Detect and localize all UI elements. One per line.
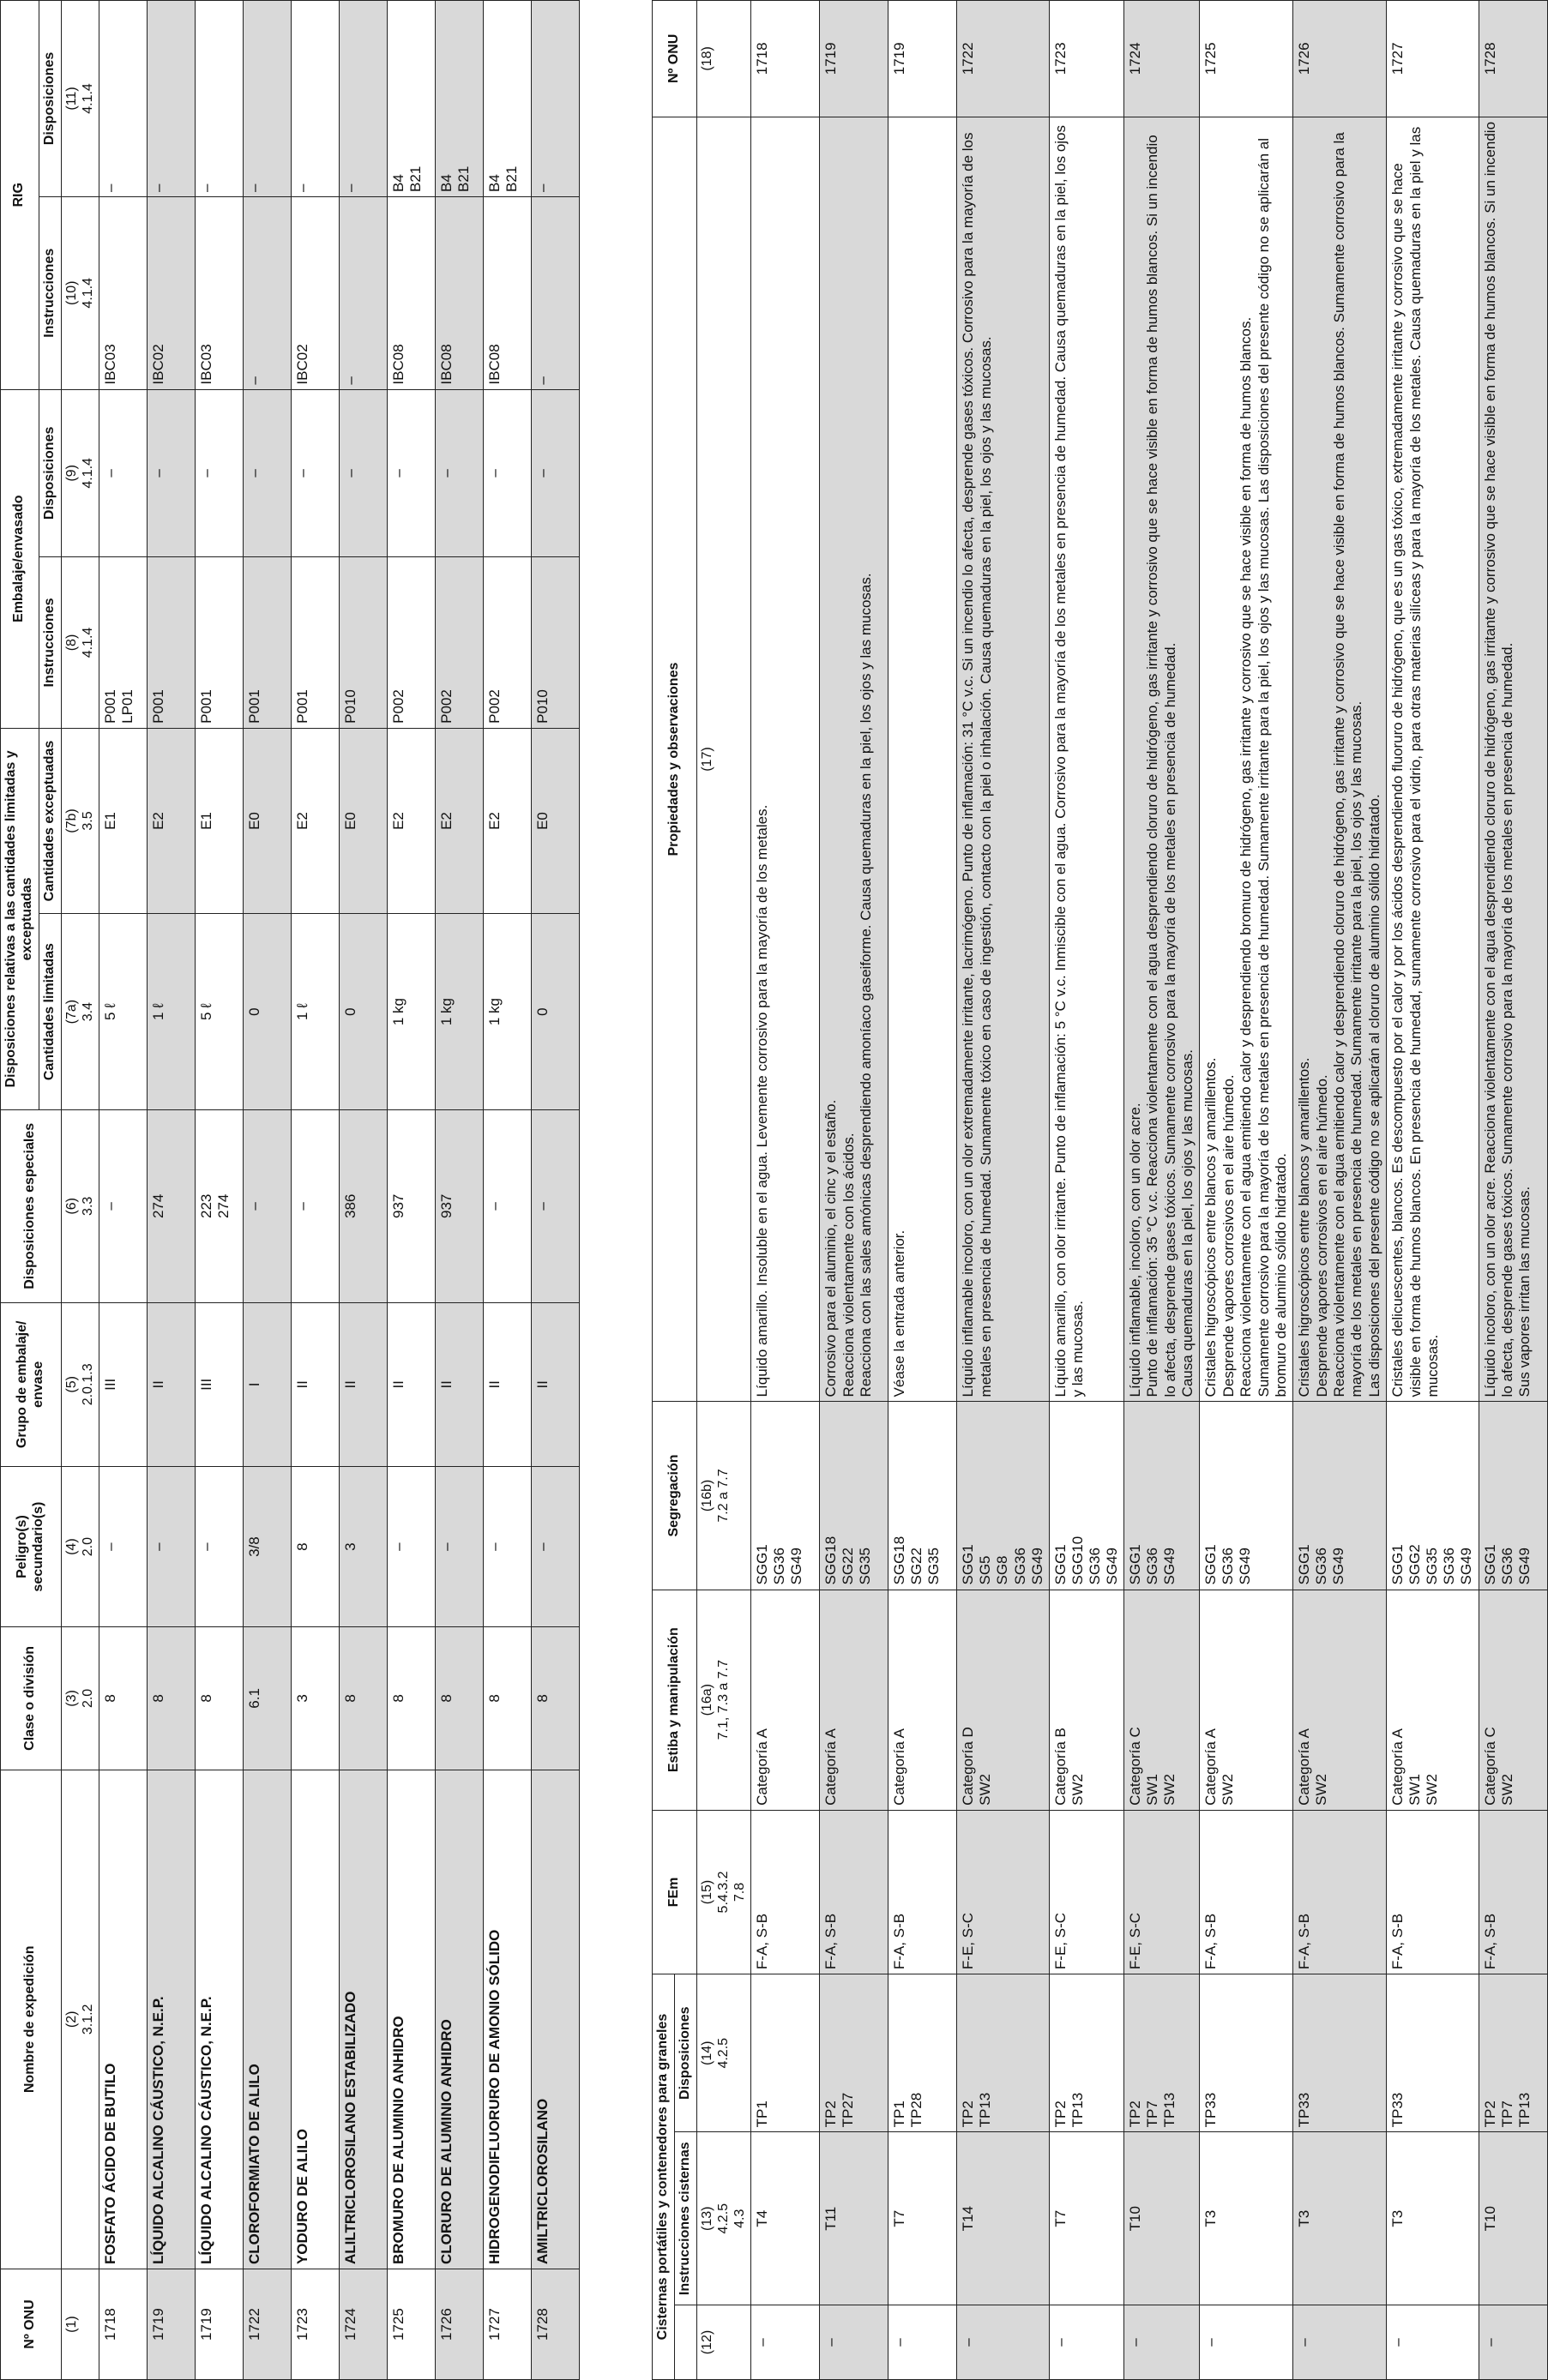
properties-cell: Líquido amarillo, con olor irritante. Punto de inflamación: 5 °C v.c. Inmiscible con el agua. Corrosivo para la mayoría de los metales en presencia de humedad. Causa quemaduras en la piel, los ojos y las mucosas. <box>1049 117 1123 1402</box>
un-cell: 1727 <box>1387 1 1479 117</box>
subrisk-cell: – <box>484 1467 532 1627</box>
colnum: (17) <box>696 117 751 1402</box>
limited-quantity-cell: 1 kg <box>388 914 436 1110</box>
packing-provision-cell: – <box>340 389 388 557</box>
properties-cell: Líquido amarillo. Insoluble en el agua. Levemente corrosivo para la mayoría de los metales. <box>751 117 820 1402</box>
packing-instruction-cell: P001 <box>244 557 292 729</box>
header-tank-prov: Disposiciones <box>674 1974 696 2132</box>
packing-instruction-cell: P002 <box>436 557 484 729</box>
packing-instruction-cell: P002 <box>388 557 436 729</box>
colnum: (7a) 3.4 <box>61 914 99 1110</box>
packing-group-cell: III <box>196 1302 244 1466</box>
tank-provision-cell: TP2 TP13 <box>1049 1974 1123 2132</box>
ems-cell: F-A, S-B <box>820 1810 888 1974</box>
header-packing-group: Grupo de embalaje/ envase <box>1 1302 62 1466</box>
stowage-cell: Categoría A SW1 SW2 <box>1387 1590 1479 1810</box>
stowage-cell: Categoría A <box>888 1590 957 1810</box>
excepted-quantity-cell: E2 <box>436 728 484 913</box>
un-cell: 1725 <box>1200 1 1293 117</box>
packing-group-cell: I <box>244 1302 292 1466</box>
header-row-1 <box>1 1 39 2380</box>
packing-group-cell: II <box>292 1302 340 1466</box>
class-cell: 8 <box>532 1627 580 1770</box>
colnum: (15) 5.4.3.2 7.8 <box>696 1810 751 1974</box>
ems-cell: F-E, S-C <box>1049 1810 1123 1974</box>
col12-cell: – <box>1387 2305 1479 2380</box>
packing-provision-cell: – <box>148 389 196 557</box>
tank-provision-cell: TP33 <box>1387 1974 1479 2132</box>
un-cell: 1719 <box>888 1 957 117</box>
packing-provision-cell: – <box>532 389 580 557</box>
table-row <box>1123 1 1200 2380</box>
colnum: (8) 4.1.4 <box>61 557 99 729</box>
tank-provision-cell: TP33 <box>1293 1974 1387 2132</box>
header-tank-group: Cisternas portátiles y contenedores para graneles <box>653 1974 675 2380</box>
dangerous-goods-table-right <box>652 0 1548 2380</box>
tank-provision-cell: TP2 TP27 <box>820 1974 888 2132</box>
un-cell: 1722 <box>244 2269 292 2380</box>
table-row <box>1479 1 1547 2380</box>
header-ibc-group: RIG <box>1 1 39 390</box>
packing-provision-cell: – <box>99 389 148 557</box>
packing-instruction-cell: P010 <box>340 557 388 729</box>
table-row <box>1049 1 1123 2380</box>
subrisk-cell: 3/8 <box>244 1467 292 1627</box>
ems-cell: F-A, S-B <box>1479 1810 1547 1974</box>
special-provisions-cell: 223 274 <box>196 1110 244 1303</box>
shipping-name-cell: YODURO DE ALILO <box>292 1770 340 2269</box>
segregation-cell: SGG18 SG22 SG35 <box>888 1402 957 1590</box>
un-cell: 1724 <box>1123 1 1200 117</box>
header-limited: Cantidades limitadas <box>39 914 61 1110</box>
colnum: (14) 4.2.5 <box>696 1974 751 2132</box>
header-un: Nº ONU <box>1 2269 62 2380</box>
table-row <box>388 1 436 2380</box>
packing-group-cell: II <box>484 1302 532 1466</box>
segregation-cell: SGG1 SG36 SG49 <box>1293 1402 1387 1590</box>
col12-cell: – <box>1123 2305 1200 2380</box>
class-cell: 8 <box>148 1627 196 1770</box>
tank-instruction-cell: T3 <box>1293 2132 1387 2305</box>
limited-quantity-cell: 5 ℓ <box>99 914 148 1110</box>
packing-provision-cell: – <box>436 389 484 557</box>
packing-group-cell: II <box>532 1302 580 1466</box>
header-pack-instr: Instrucciones <box>39 557 61 729</box>
ibc-instruction-cell: IBC08 <box>436 196 484 389</box>
colnum: (16b) 7.2 a 7.7 <box>696 1402 751 1590</box>
ems-cell: F-A, S-B <box>888 1810 957 1974</box>
tank-provision-cell: TP2 TP7 TP13 <box>1479 1974 1547 2132</box>
properties-cell: Cristales delicuescentes, blancos. Es descompuesto por el calor y por los ácidos desprendiendo fluoruro de hidrógeno, que es un gas tóxico, extremadamente irritante y corrosivo que se hace visible en forma de humos blancos. En presencia de humedad, sumamente corrosivo para el vidrio, para otras materias silíceas y para la mayoría de los metales. Causa quemaduras en la piel y las mucosas. <box>1387 117 1479 1402</box>
special-provisions-cell: 386 <box>340 1110 388 1303</box>
header-properties: Propiedades y observaciones <box>653 117 697 1402</box>
header-ibc-instr: Instrucciones <box>39 196 61 389</box>
ibc-instruction-cell: – <box>340 196 388 389</box>
special-provisions-cell: 274 <box>148 1110 196 1303</box>
stowage-cell: Categoría A <box>820 1590 888 1810</box>
stowage-cell: Categoría A SW2 <box>1200 1590 1293 1810</box>
col12-cell: – <box>1293 2305 1387 2380</box>
un-cell: 1727 <box>484 2269 532 2380</box>
table-row <box>888 1 957 2380</box>
un-cell: 1726 <box>436 2269 484 2380</box>
stowage-cell: Categoría A <box>751 1590 820 1810</box>
packing-provision-cell: – <box>292 389 340 557</box>
packing-instruction-cell: P001 <box>292 557 340 729</box>
ems-cell: F-A, S-B <box>1293 1810 1387 1974</box>
tank-instruction-cell: T3 <box>1387 2132 1479 2305</box>
shipping-name-cell: ALILTRICLOROSILANO ESTABILIZADO <box>340 1770 388 2269</box>
ibc-instruction-cell: IBC08 <box>388 196 436 389</box>
tank-provision-cell: TP1 <box>751 1974 820 2132</box>
ems-cell: F-E, S-C <box>1123 1810 1200 1974</box>
un-cell: 1719 <box>148 2269 196 2380</box>
properties-cell: Cristales higroscópicos entre blancos y amarillentos. Desprende vapores corrosivos en el aire húmedo. Reacciona violentamente con el agua emitiendo calor y desprendiendo cloruro de hidrógeno, gas irritante y corrosivo que se hace visible en forma de humos blancos. Sumamente corrosivo para la mayoría de los metales en presencia de humedad. Sumamente irritante para la piel, los ojos y las mucosas. Las disposiciones del presente código no se aplicarán al cloruro de aluminio sólido hidratado. <box>1293 117 1387 1402</box>
subrisk-cell: – <box>99 1467 148 1627</box>
segregation-cell: SGG1 SG36 SG49 <box>751 1402 820 1590</box>
column-number-row <box>696 1 751 2380</box>
col12-cell: – <box>888 2305 957 2380</box>
subrisk-cell: 3 <box>340 1467 388 1627</box>
stowage-cell: Categoría C SW2 <box>1479 1590 1547 1810</box>
colnum: (6) 3.3 <box>61 1110 99 1303</box>
properties-cell: Líquido incoloro, con un olor acre. Reacciona violentamente con el agua desprendiendo cloruro de hidrógeno, gas irritante y corrosivo que se hace visible en forma de humos blancos. Si un incendio lo afecta, desprende gases tóxicos. Sumamente corrosivo para la mayoría de los metales en presencia de humedad. Sus vapores irritan las mucosas. <box>1479 117 1547 1402</box>
properties-cell: Véase la entrada anterior. <box>888 117 957 1402</box>
stowage-cell: Categoría C SW1 SW2 <box>1123 1590 1200 1810</box>
excepted-quantity-cell: E1 <box>196 728 244 913</box>
packing-instruction-cell: P001 LP01 <box>99 557 148 729</box>
stowage-cell: Categoría D SW2 <box>957 1590 1049 1810</box>
un-cell: 1728 <box>1479 1 1547 117</box>
col12-cell: – <box>1200 2305 1293 2380</box>
dangerous-goods-table-left <box>0 0 580 2380</box>
ibc-provision-cell: – <box>99 1 148 197</box>
tank-instruction-cell: T10 <box>1479 2132 1547 2305</box>
header-packing-group-block: Embalaje/envasado <box>1 389 39 728</box>
packing-group-cell: II <box>148 1302 196 1466</box>
ibc-instruction-cell: – <box>244 196 292 389</box>
tank-instruction-cell: T10 <box>1123 2132 1200 2305</box>
shipping-name-cell: BROMURO DE ALUMINIO ANHIDRO <box>388 1770 436 2269</box>
tank-instruction-cell: T3 <box>1200 2132 1293 2305</box>
colnum: (11) 4.1.4 <box>61 1 99 197</box>
ibc-instruction-cell: IBC03 <box>196 196 244 389</box>
subrisk-cell: – <box>532 1467 580 1627</box>
table-row <box>484 1 532 2380</box>
ibc-provision-cell: – <box>292 1 340 197</box>
packing-provision-cell: – <box>388 389 436 557</box>
packing-group-cell: II <box>340 1302 388 1466</box>
table-row <box>436 1 484 2380</box>
table-row <box>99 1 148 2380</box>
excepted-quantity-cell: E0 <box>244 728 292 913</box>
class-cell: 8 <box>340 1627 388 1770</box>
colnum: (16a) 7.1, 7.3 a 7.7 <box>696 1590 751 1810</box>
colnum: (10) 4.1.4 <box>61 196 99 389</box>
segregation-cell: SGG1 SG36 SG49 <box>1123 1402 1200 1590</box>
shipping-name-cell: CLORURO DE ALUMINIO ANHIDRO <box>436 1770 484 2269</box>
excepted-quantity-cell: E2 <box>388 728 436 913</box>
header-pack-prov: Disposiciones <box>39 389 61 557</box>
packing-provision-cell: – <box>244 389 292 557</box>
class-cell: 8 <box>196 1627 244 1770</box>
ibc-provision-cell: B4 B21 <box>388 1 436 197</box>
colnum: (1) <box>61 2269 99 2380</box>
colnum: (5) 2.0.1.3 <box>61 1302 99 1466</box>
ibc-instruction-cell: IBC02 <box>292 196 340 389</box>
excepted-quantity-cell: E0 <box>340 728 388 913</box>
ibc-instruction-cell: IBC03 <box>99 196 148 389</box>
un-cell: 1724 <box>340 2269 388 2380</box>
properties-cell: Cristales higroscópicos entre blancos y amarillentos. Desprende vapores corrosivos en el aire húmedo. Reacciona violentamente con el agua emitiendo calor y desprendiendo bromuro de hidrógeno, gas irritante y corrosivo que se hace visible en forma de humos blancos. Sumamente corrosivo para la mayoría de los metales en presencia de humedad. Sumamente irritante para la piel, los ojos y las mucosas. Las disposiciones del presente código no se aplicarán al bromuro de aluminio sólido hidratado. <box>1200 117 1293 1402</box>
class-cell: 3 <box>292 1627 340 1770</box>
stowage-cell: Categoría A SW2 <box>1293 1590 1387 1810</box>
segregation-cell: SGG1 SGG10 SG36 SG49 <box>1049 1402 1123 1590</box>
ibc-provision-cell: – <box>340 1 388 197</box>
un-cell: 1722 <box>957 1 1049 117</box>
ems-cell: F-E, S-C <box>957 1810 1049 1974</box>
tank-provision-cell: TP2 TP7 TP13 <box>1123 1974 1200 2132</box>
subrisk-cell: – <box>148 1467 196 1627</box>
subrisk-cell: 8 <box>292 1467 340 1627</box>
header-segregation: Segregación <box>653 1402 697 1590</box>
colnum: (7b) 3.5 <box>61 728 99 913</box>
segregation-cell: SGG1 SGG2 SG35 SG36 SG49 <box>1387 1402 1479 1590</box>
limited-quantity-cell: 1 ℓ <box>292 914 340 1110</box>
segregation-cell: SGG1 SG5 SG8 SG36 SG49 <box>957 1402 1049 1590</box>
class-cell: 8 <box>484 1627 532 1770</box>
header-class: Clase o división <box>1 1627 62 1770</box>
ems-cell: F-A, S-B <box>751 1810 820 1974</box>
tank-provision-cell: TP33 <box>1200 1974 1293 2132</box>
header-special-provisions: Disposiciones especiales <box>1 1110 62 1303</box>
table-row <box>1293 1 1387 2380</box>
table-row <box>1387 1 1479 2380</box>
colnum: (13) 4.2.5 4.3 <box>696 2132 751 2305</box>
un-cell: 1719 <box>196 2269 244 2380</box>
shipping-name-cell: LÍQUIDO ALCALINO CÁUSTICO, N.E.P. <box>148 1770 196 2269</box>
class-cell: 6.1 <box>244 1627 292 1770</box>
column-number-row <box>61 1 99 2380</box>
shipping-name-cell: FOSFATO ÁCIDO DE BUTILO <box>99 1770 148 2269</box>
header-name: Nombre de expedición <box>1 1770 62 2269</box>
colnum: (9) 4.1.4 <box>61 389 99 557</box>
table-row <box>957 1 1049 2380</box>
segregation-cell: SGG18 SG22 SG35 <box>820 1402 888 1590</box>
packing-instruction-cell: P010 <box>532 557 580 729</box>
table-row <box>196 1 244 2380</box>
stowage-cell: Categoría B SW2 <box>1049 1590 1123 1810</box>
table-row <box>148 1 196 2380</box>
table-row <box>292 1 340 2380</box>
header-row-1 <box>653 1 675 2380</box>
ibc-provision-cell: – <box>532 1 580 197</box>
un-cell: 1728 <box>532 2269 580 2380</box>
packing-instruction-cell: P001 <box>196 557 244 729</box>
header-subrisk: Peligro(s) secundario(s) <box>1 1467 62 1627</box>
col12-cell: – <box>820 2305 888 2380</box>
tank-instruction-cell: T7 <box>1049 2132 1123 2305</box>
header-ibc-prov: Disposiciones <box>39 1 61 197</box>
ibc-instruction-cell: – <box>532 196 580 389</box>
un-cell: 1723 <box>292 2269 340 2380</box>
special-provisions-cell: 937 <box>388 1110 436 1303</box>
ibc-provision-cell: – <box>148 1 196 197</box>
col12-cell: – <box>751 2305 820 2380</box>
special-provisions-cell: – <box>99 1110 148 1303</box>
class-cell: 8 <box>99 1627 148 1770</box>
tank-instruction-cell: T14 <box>957 2132 1049 2305</box>
subrisk-cell: – <box>196 1467 244 1627</box>
left-page <box>0 0 652 2380</box>
segregation-cell: SGG1 SG36 SG49 <box>1200 1402 1293 1590</box>
tank-instruction-cell: T7 <box>888 2132 957 2305</box>
un-cell: 1726 <box>1293 1 1387 117</box>
tank-instruction-cell: T4 <box>751 2132 820 2305</box>
special-provisions-cell: – <box>532 1110 580 1303</box>
table-row <box>1200 1 1293 2380</box>
ems-cell: F-A, S-B <box>1387 1810 1479 1974</box>
table-row <box>244 1 292 2380</box>
properties-cell: Corrosivo para el aluminio, el cinc y el estaño. Reacciona violentamente con los ácidos. Reacciona con las sales amónicas desprendiendo amoníaco gaseiforme. Causa quemaduras en la piel, los ojos y las mucosas. <box>820 117 888 1402</box>
shipping-name-cell: HIDROGENODIFLUORURO DE AMONIO SÓLIDO <box>484 1770 532 2269</box>
shipping-name-cell: LÍQUIDO ALCALINO CÁUSTICO, N.E.P. <box>196 1770 244 2269</box>
header-ems: FEm <box>653 1810 697 1974</box>
tank-provision-cell: TP2 TP13 <box>957 1974 1049 2132</box>
limited-quantity-cell: 0 <box>532 914 580 1110</box>
excepted-quantity-cell: E0 <box>532 728 580 913</box>
limited-quantity-cell: 0 <box>340 914 388 1110</box>
header-limited-quantities-group: Disposiciones relativas a las cantidades limitadas y exceptuadas <box>1 728 39 1109</box>
shipping-name-cell: CLOROFORMIATO DE ALILO <box>244 1770 292 2269</box>
packing-group-cell: II <box>436 1302 484 1466</box>
table-row <box>340 1 388 2380</box>
ems-cell: F-A, S-B <box>1200 1810 1293 1974</box>
un-cell: 1723 <box>1049 1 1123 117</box>
ibc-instruction-cell: IBC02 <box>148 196 196 389</box>
packing-group-cell: III <box>99 1302 148 1466</box>
tank-instruction-cell: T11 <box>820 2132 888 2305</box>
limited-quantity-cell: 1 kg <box>436 914 484 1110</box>
colnum: (4) 2.0 <box>61 1467 99 1627</box>
packing-provision-cell: – <box>484 389 532 557</box>
limited-quantity-cell: 0 <box>244 914 292 1110</box>
excepted-quantity-cell: E1 <box>99 728 148 913</box>
header-tank-instr: Instrucciones cisternas <box>674 2132 696 2305</box>
colnum: (18) <box>696 1 751 117</box>
class-cell: 8 <box>436 1627 484 1770</box>
col12-cell: – <box>1049 2305 1123 2380</box>
segregation-cell: SGG1 SG36 SG49 <box>1479 1402 1547 1590</box>
properties-cell: Líquido inflamable, incoloro, con un olor acre. Punto de inflamación: 35 °C v.c. Reacciona violentamente con el agua desprendiendo cloruro de hidrógeno, gas irritante y corrosivo que se hace visible en forma de humos blancos. Si un incendio lo afecta, desprende gases tóxicos. Sumamente corrosivo para la mayoría de los metales en presencia de humedad. Causa quemaduras en la piel, los ojos y las mucosas. <box>1123 117 1200 1402</box>
subrisk-cell: – <box>436 1467 484 1627</box>
packing-instruction-cell: P001 <box>148 557 196 729</box>
colnum: (3) 2.0 <box>61 1627 99 1770</box>
packing-provision-cell: – <box>196 389 244 557</box>
ibc-provision-cell: B4 B21 <box>484 1 532 197</box>
special-provisions-cell: – <box>244 1110 292 1303</box>
special-provisions-cell: – <box>292 1110 340 1303</box>
header-stowage: Estiba y manipulación <box>653 1590 697 1810</box>
ibc-provision-cell: – <box>196 1 244 197</box>
table-row <box>532 1 580 2380</box>
special-provisions-cell: – <box>484 1110 532 1303</box>
un-cell: 1718 <box>99 2269 148 2380</box>
properties-cell: Líquido inflamable incoloro, con un olor extremadamente irritante, lacrimógeno. Punto de inflamación: 31 °C v.c. Si un incendio lo afecta, desprende gases tóxicos. Corrosivo para la mayoría de los metales en presencia de humedad. Sumamente tóxico en caso de ingestión, contacto con la piel o inhalación. Causa quemaduras en la piel, los ojos y las mucosas. <box>957 117 1049 1402</box>
header-blank <box>674 2305 696 2380</box>
col12-cell: – <box>1479 2305 1547 2380</box>
excepted-quantity-cell: E2 <box>292 728 340 913</box>
packing-group-cell: II <box>388 1302 436 1466</box>
ibc-provision-cell: B4 B21 <box>436 1 484 197</box>
shipping-name-cell: AMILTRICLOROSILANO <box>532 1770 580 2269</box>
limited-quantity-cell: 5 ℓ <box>196 914 244 1110</box>
un-cell: 1725 <box>388 2269 436 2380</box>
col12-cell: – <box>957 2305 1049 2380</box>
packing-instruction-cell: P002 <box>484 557 532 729</box>
tank-provision-cell: TP1 TP28 <box>888 1974 957 2132</box>
header-excepted: Cantidades exceptuadas <box>39 728 61 913</box>
colnum: (2) 3.1.2 <box>61 1770 99 2269</box>
table-row <box>820 1 888 2380</box>
right-page <box>652 0 1533 2380</box>
subrisk-cell: – <box>388 1467 436 1627</box>
class-cell: 8 <box>388 1627 436 1770</box>
un-cell: 1719 <box>820 1 888 117</box>
special-provisions-cell: 937 <box>436 1110 484 1303</box>
header-un-right: Nº ONU <box>653 1 697 117</box>
un-cell: 1718 <box>751 1 820 117</box>
table-row <box>751 1 820 2380</box>
ibc-provision-cell: – <box>244 1 292 197</box>
ibc-instruction-cell: IBC08 <box>484 196 532 389</box>
limited-quantity-cell: 1 ℓ <box>148 914 196 1110</box>
excepted-quantity-cell: E2 <box>148 728 196 913</box>
excepted-quantity-cell: E2 <box>484 728 532 913</box>
limited-quantity-cell: 1 kg <box>484 914 532 1110</box>
colnum: (12) <box>696 2305 751 2380</box>
